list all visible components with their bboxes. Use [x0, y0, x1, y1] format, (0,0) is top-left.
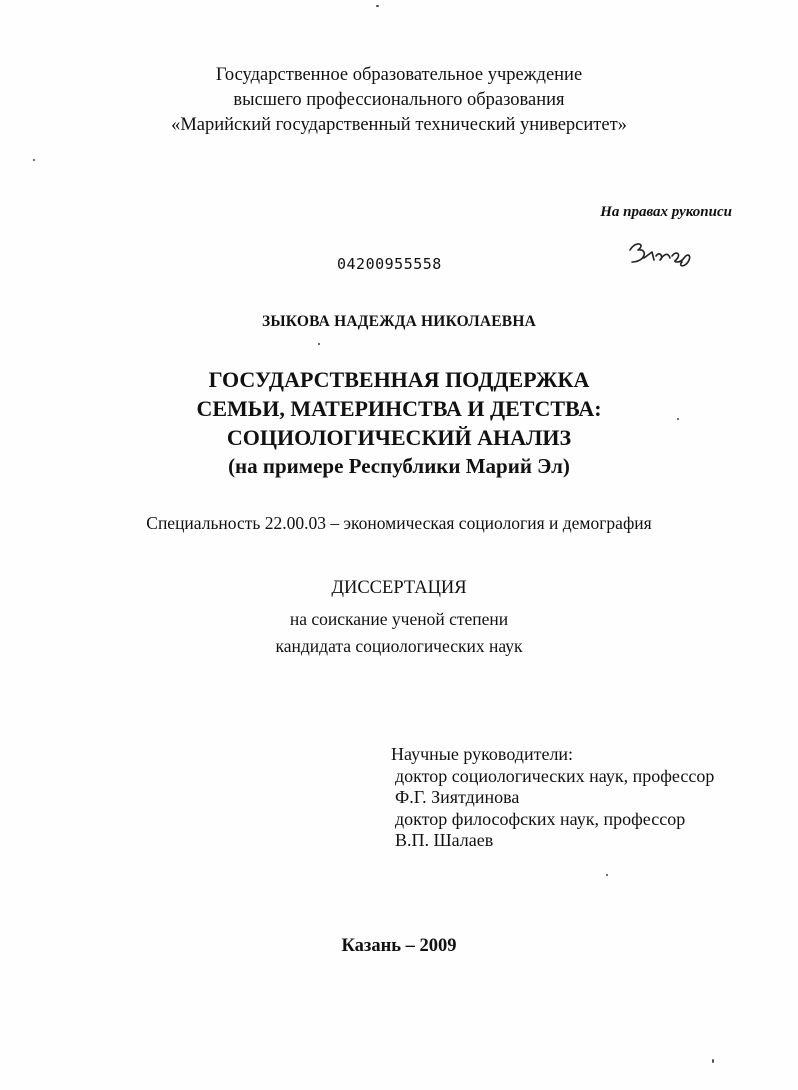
handwritten-signature	[626, 236, 706, 270]
title-line: ГОСУДАРСТВЕННАЯ ПОДДЕРЖКА	[208, 367, 590, 392]
scan-speck	[606, 874, 608, 876]
dissertation-title	[0, 365, 798, 452]
title-line: СОЦИОЛОГИЧЕСКИЙ АНАЛИЗ	[226, 425, 572, 450]
supervisor-line: Ф.Г. Зиятдинова	[395, 787, 520, 807]
institution-line: высшего профессионального образования	[233, 90, 565, 110]
degree-line: на соискание ученой степени	[289, 609, 509, 629]
author-name: ЗЫКОВА НАДЕЖДА НИКОЛАЕВНА	[262, 313, 536, 330]
institution-line: Государственное образовательное учреждение	[215, 65, 583, 85]
specialty-line: Специальность 22.00.03 – экономическая социология и демография	[146, 513, 652, 533]
dissertation-subtitle: (на примере Республики Марий Эл)	[228, 454, 570, 478]
scan-speck	[677, 418, 679, 420]
document-number: 04200955558	[337, 255, 442, 273]
institution-line: «Марийский государственный технический университет»	[171, 115, 627, 135]
institution-header	[0, 63, 798, 138]
scan-speck	[376, 5, 379, 7]
scan-speck	[318, 343, 320, 345]
supervisors-block	[391, 744, 714, 852]
scan-speck	[712, 1059, 714, 1063]
scan-speck	[33, 159, 35, 161]
manuscript-note: На правах рукописи	[600, 204, 732, 220]
degree-sought	[0, 606, 798, 660]
supervisor-line: доктор философских наук, профессор	[395, 808, 686, 829]
supervisor-line: В.П. Шалаев	[395, 830, 494, 850]
dissertation-type: ДИССЕРТАЦИЯ	[331, 578, 467, 598]
supervisor-line: доктор социологических наук, профессор	[395, 765, 715, 786]
city-year: Казань – 2009	[341, 936, 457, 956]
title-line: СЕМЬИ, МАТЕРИНСТВА И ДЕТСТВА:	[196, 396, 602, 421]
degree-line: кандидата социологических наук	[275, 636, 523, 656]
supervisors-heading: Научные руководители:	[391, 744, 574, 764]
